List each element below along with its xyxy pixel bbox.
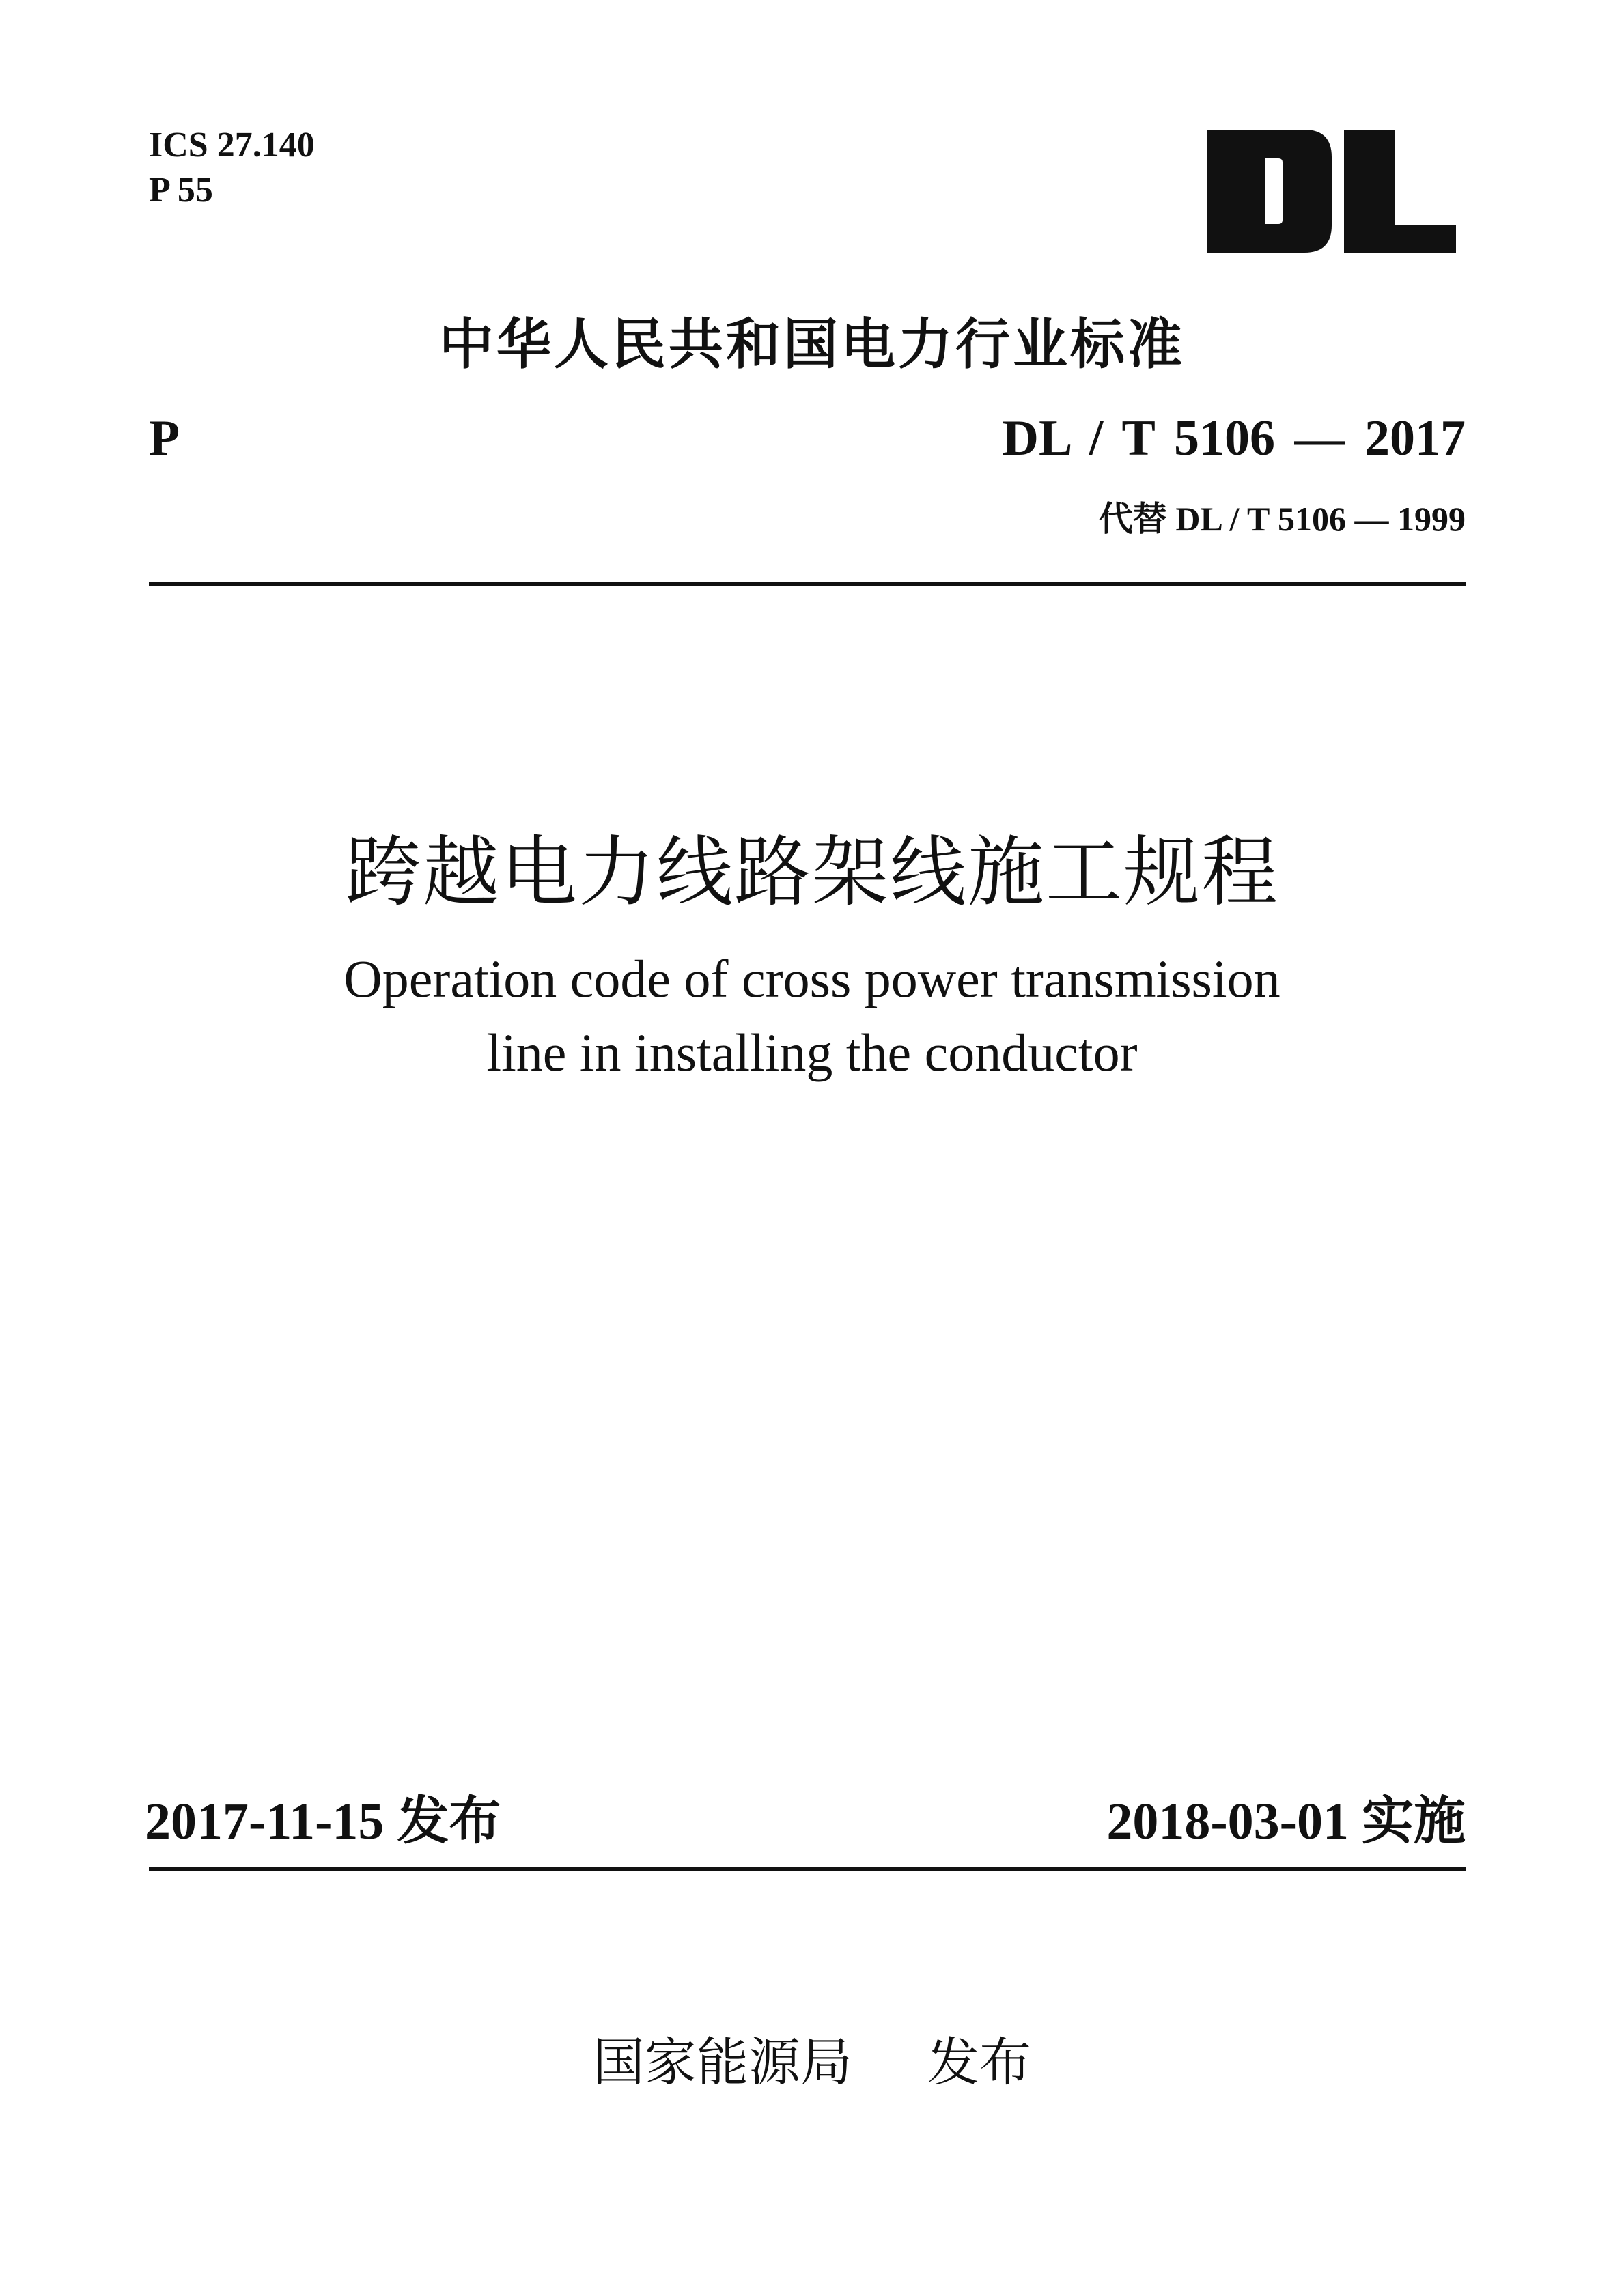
category-letter: P: [149, 410, 180, 466]
publisher-label: 发布: [927, 2032, 1031, 2093]
title-english-line-2: line in installing the conductor: [486, 1023, 1138, 1082]
ics-code: ICS 27.140: [149, 126, 315, 165]
publisher-name: 国家能源局: [593, 2032, 852, 2093]
dl-logo-letter-d: [1207, 130, 1332, 253]
replaces-number: DL / T 5106 — 1999: [1175, 500, 1466, 538]
title-chinese: 跨越电力线路架线施工规程: [345, 828, 1279, 917]
implementation-label: 实施: [1362, 1790, 1466, 1851]
category-code: P 55: [149, 171, 213, 210]
implementation-date: 2018-03-01: [1106, 1793, 1349, 1850]
top-divider: [149, 582, 1466, 586]
title-english: [0, 942, 1624, 1090]
issue-label: 发布: [397, 1790, 501, 1851]
standard-number: DL / T 5106 — 2017: [1002, 410, 1466, 466]
issue-date: 2017-11-15: [145, 1793, 384, 1850]
dl-logo: [1202, 123, 1461, 259]
title-english-line-1: Operation code of cross power transmission: [344, 949, 1280, 1008]
classification-codes: [149, 123, 315, 213]
publisher-line: [0, 2021, 1624, 2095]
organization-title: 中华人民共和国电力行业标准: [439, 313, 1185, 376]
dl-logo-letter-l: [1344, 130, 1456, 253]
issue-date-line: [145, 1779, 501, 1854]
bottom-divider: [149, 1867, 1466, 1871]
replaces-prefix: 代替: [1098, 499, 1167, 539]
replaces-line: [1099, 492, 1466, 541]
implementation-date-line: [1106, 1779, 1466, 1854]
